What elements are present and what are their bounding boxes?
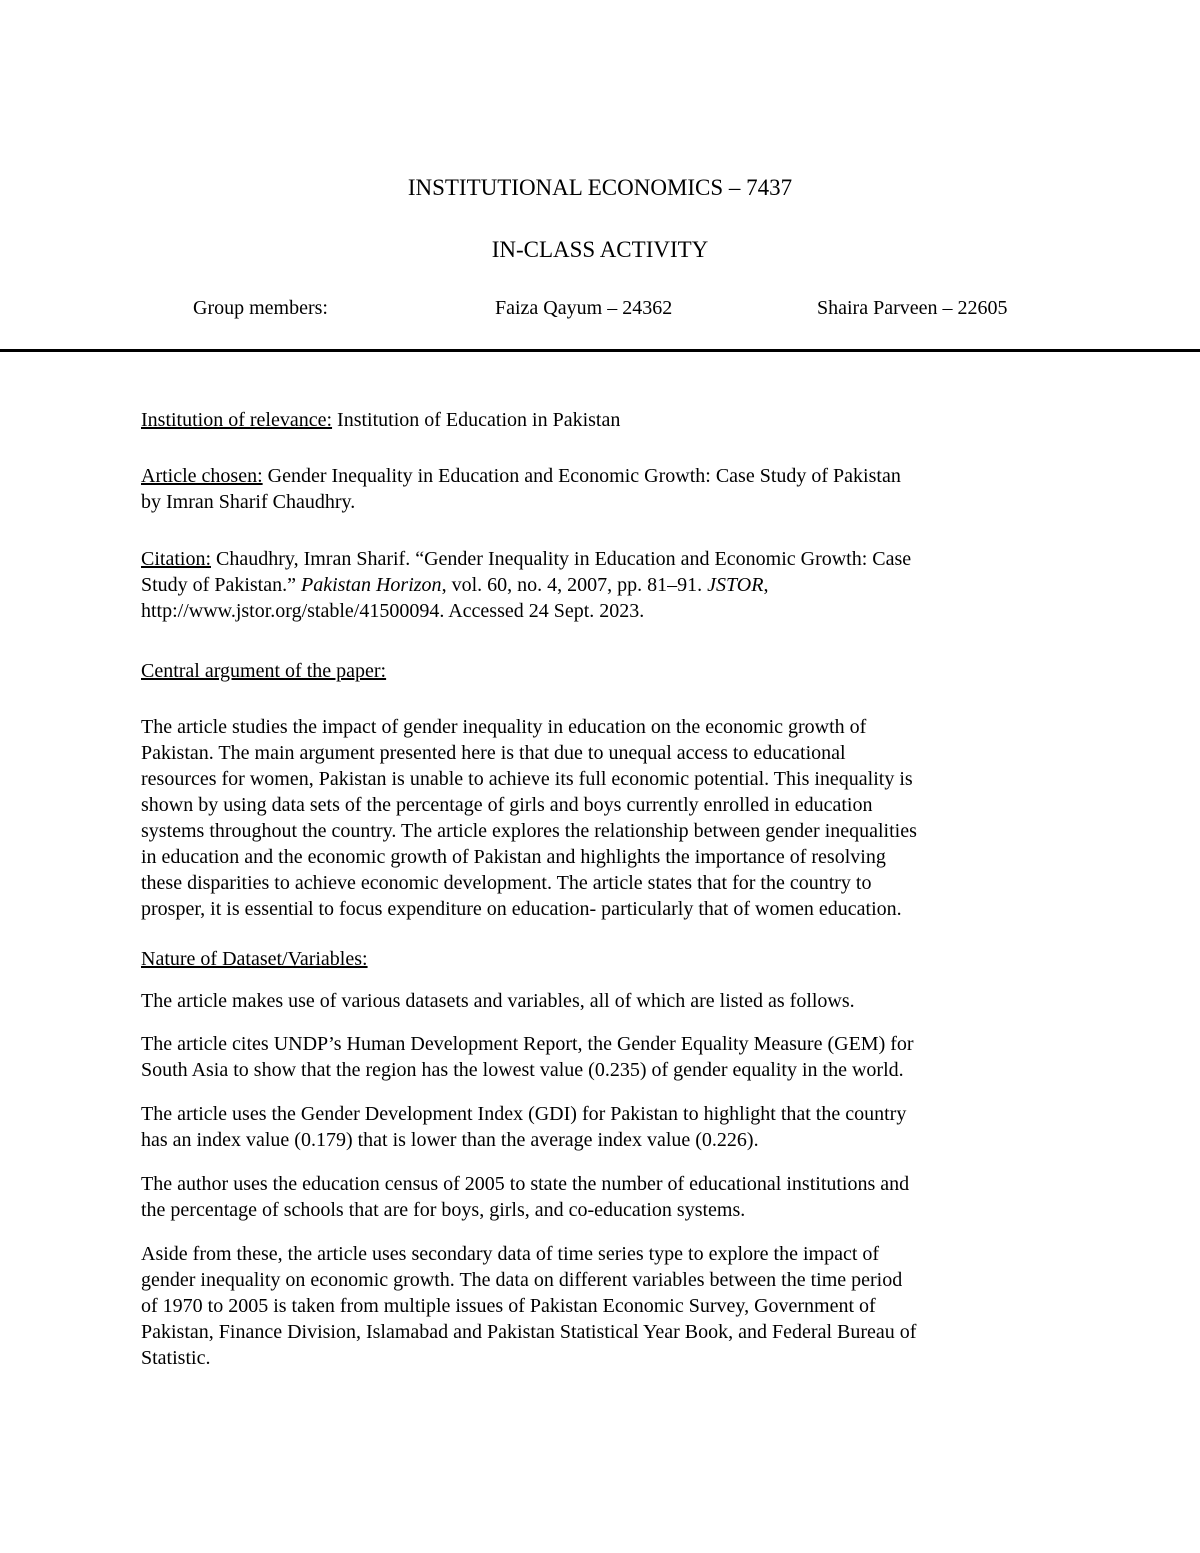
paragraph-line: The article cites UNDP’s Human Development Report, the Gender Equality Measure (GEM) for [141, 1033, 914, 1055]
paragraph-line: these disparities to achieve economic development. The article states that for the country to [141, 872, 872, 894]
paragraph-line: Pakistan. The main argument presented here is that due to unequal access to educational [141, 742, 846, 764]
citation-text: , [763, 574, 769, 596]
paragraph-line: systems throughout the country. The article explores the relationship between gender inequalities [141, 820, 917, 842]
dataset-paragraph-4 [141, 1241, 1063, 1371]
paragraph-line: resources for women, Pakistan is unable to achieve its full economic potential. This inequality is [141, 768, 913, 790]
page-subtitle: IN-CLASS ACTIVITY [491, 237, 709, 262]
central-argument-label: Central argument of the paper: [141, 660, 387, 682]
citation-journal: Pakistan Horizon [301, 574, 442, 596]
central-argument-heading [141, 658, 1063, 684]
paragraph-line: Pakistan, Finance Division, Islamabad and Pakistan Statistical Year Book, and Federal Bureau of [141, 1321, 917, 1343]
group-member: Shaira Parveen – 22605 [817, 297, 1008, 319]
article-text: Gender Inequality in Education and Economic Growth: Case Study of Pakistan [262, 465, 901, 487]
citation-label: Citation: [141, 548, 211, 570]
page-title: INSTITUTIONAL ECONOMICS – 7437 [407, 175, 793, 200]
paragraph-line: South Asia to show that the region has the lowest value (0.235) of gender equality in the world. [141, 1059, 904, 1081]
group-members-label: Group members: [193, 297, 328, 319]
header-divider [0, 349, 1200, 352]
citation-text: Chaudhry, Imran Sharif. “Gender Inequality in Education and Economic Growth: Case [211, 548, 912, 570]
paragraph-line: has an index value (0.179) that is lower than the average index value (0.226). [141, 1129, 759, 1151]
paragraph-line: The article studies the impact of gender inequality in education on the economic growth of [141, 716, 867, 738]
dataset-intro [141, 988, 1063, 1014]
article-text: by Imran Sharif Chaudhry. [141, 491, 356, 513]
institution-value: Institution of Education in Pakistan [332, 409, 621, 431]
group-member: Faiza Qayum – 24362 [495, 297, 673, 319]
central-argument-paragraph [141, 714, 1063, 922]
paragraph-line: The article makes use of various datasets and variables, all of which are listed as follows. [141, 990, 855, 1012]
paragraph-line: of 1970 to 2005 is taken from multiple issues of Pakistan Economic Survey, Government of [141, 1295, 876, 1317]
paragraph-line: the percentage of schools that are for boys, girls, and co-education systems. [141, 1199, 746, 1221]
paragraph-line: The author uses the education census of 2005 to state the number of educational institutions and [141, 1173, 910, 1195]
paragraph-line: Statistic. [141, 1347, 211, 1369]
institution-section [141, 407, 1063, 433]
institution-label: Institution of relevance: [141, 409, 333, 431]
paragraph-line: gender inequality on economic growth. The data on different variables between the time period [141, 1269, 903, 1291]
paragraph-line: in education and the economic growth of Pakistan and highlights the importance of resolving [141, 846, 886, 868]
citation-url: http://www.jstor.org/stable/41500094. Accessed 24 Sept. 2023. [141, 600, 645, 622]
dataset-heading [141, 946, 1063, 972]
dataset-label: Nature of Dataset/Variables: [141, 948, 368, 970]
citation-source: JSTOR [707, 574, 764, 596]
article-section [141, 463, 1063, 515]
citation-section [141, 546, 1063, 624]
citation-text: Study of Pakistan.” [141, 574, 301, 596]
dataset-paragraph-3 [141, 1171, 1063, 1223]
article-label: Article chosen: [141, 465, 263, 487]
dataset-paragraph-2 [141, 1101, 1063, 1153]
dataset-paragraph-1 [141, 1031, 1063, 1083]
paragraph-line: prosper, it is essential to focus expenditure on education- particularly that of women education. [141, 898, 902, 920]
paragraph-line: The article uses the Gender Development Index (GDI) for Pakistan to highlight that the country [141, 1103, 907, 1125]
paragraph-line: Aside from these, the article uses secondary data of time series type to explore the impact of [141, 1243, 880, 1265]
paragraph-line: shown by using data sets of the percentage of girls and boys currently enrolled in education [141, 794, 873, 816]
citation-text: , vol. 60, no. 4, 2007, pp. 81–91. [441, 574, 708, 596]
